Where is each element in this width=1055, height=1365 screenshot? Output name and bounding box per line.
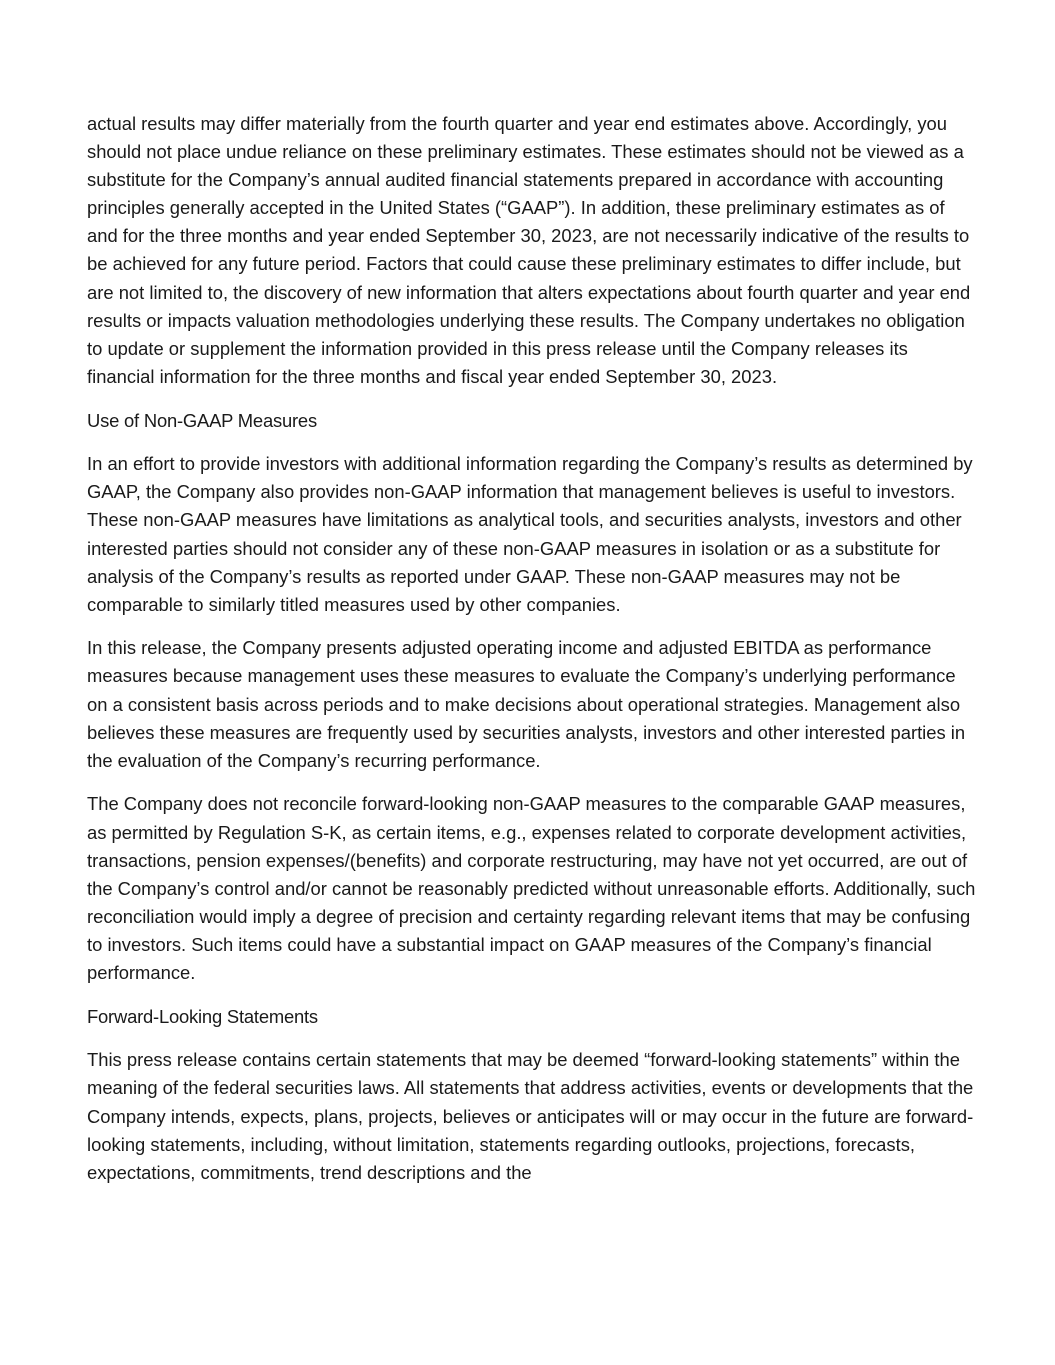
section-heading-forward-looking: Forward-Looking Statements [87, 1005, 318, 1027]
adjusted-measures-paragraph: In this release, the Company presents adjusted operating income and adjusted EBITDA as performance measures because management uses these measures to evaluate the Company’s underlying performance on a consistent basis across periods and to make decisions about operational strategies. Management also believes these measures are frequently used by securities analysts, investors and other interested parties in the evaluation of the Company’s recurring performance. [87, 637, 966, 771]
non-gaap-intro-paragraph: In an effort to provide investors with additional information regarding the Company’s results as determined by GAAP, the Company also provides non-GAAP information that management believes is useful to investors. These non-GAAP measures have limitations as analytical tools, and securities analysts, investors and other interested parties should not consider any of these non-GAAP measures in isolation or as a substitute for analysis of the Company’s results as reported under GAAP. These non-GAAP measures may not be comparable to similarly titled measures used by other companies. [87, 453, 973, 615]
section-heading-non-gaap: Use of Non-GAAP Measures [87, 409, 317, 431]
document-body [87, 110, 977, 1202]
forward-looking-paragraph: This press release contains certain statements that may be deemed “forward-looking statements” within the meaning of the federal securities laws. All statements that address activities, events or developments that the Company intends, expects, plans, projects, believes or anticipates will or may occur in the future are forward-looking statements, including, without limitation, statements regarding outlooks, projections, forecasts, expectations, commitments, trend descriptions and the [87, 1049, 974, 1183]
preliminary-estimates-paragraph: actual results may differ materially from the fourth quarter and year end estimates above. Accordingly, you should not place undue reliance on these preliminary estimates. These estimates should not be viewed as a substitute for the Company’s annual audited financial statements prepared in accordance with accounting principles generally accepted in the United States (“GAAP”). In addition, these preliminary estimates as of and for the three months and year ended September 30, 2023, are not necessarily indicative of the results to be achieved for any future period. Factors that could cause these preliminary estimates to differ include, but are not limited to, the discovery of new information that alters expectations about fourth quarter and year end results or impacts valuation methodologies underlying these results. The Company undertakes no obligation to update or supplement the information provided in this press release until the Company releases its financial information for the three months and fiscal year ended September 30, 2023. [87, 113, 971, 387]
reconciliation-paragraph: The Company does not reconcile forward-looking non-GAAP measures to the comparable GAAP measures, as permitted by Regulation S-K, as certain items, e.g., expenses related to corporate development activities, transactions, pension expenses/(benefits) and corporate restructuring, may have not yet occurred, are out of the Company’s control and/or cannot be reasonably predicted without unreasonable efforts. Additionally, such reconciliation would imply a degree of precision and certainty regarding relevant items that may be confusing to investors. Such items could have a substantial impact on GAAP measures of the Company’s financial performance. [87, 793, 976, 983]
